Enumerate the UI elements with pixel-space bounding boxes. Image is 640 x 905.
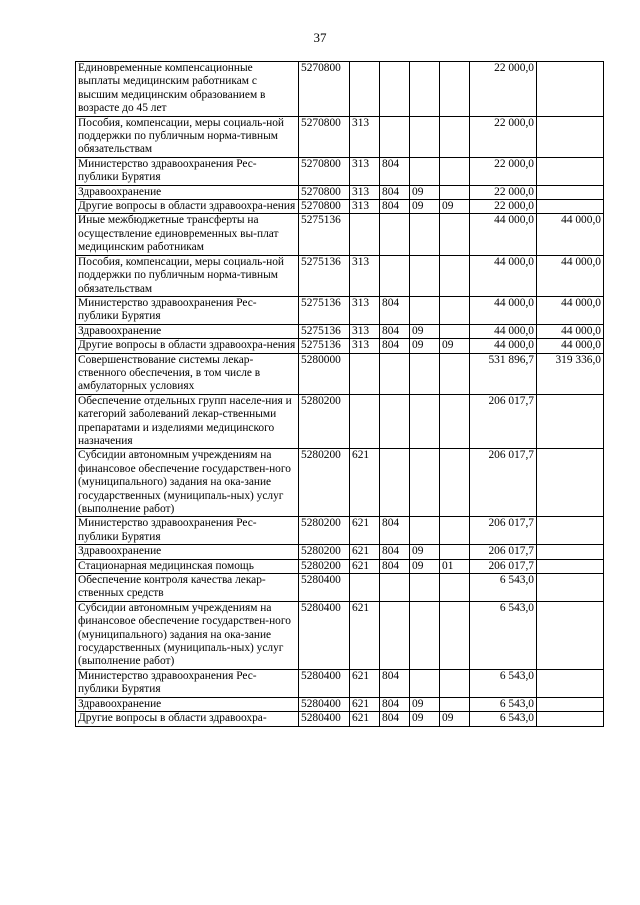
ministry-code-cell (380, 353, 410, 394)
federal-amount-cell: 44 000,0 (537, 324, 604, 338)
table-row (76, 712, 604, 726)
federal-amount-cell (537, 394, 604, 449)
amount-cell: 22 000,0 (470, 157, 537, 185)
ministry-code-cell: 804 (380, 697, 410, 711)
table-row (76, 255, 604, 296)
federal-amount-cell (537, 601, 604, 669)
expense-type-cell: 313 (350, 116, 380, 157)
row-name-cell: Здравоохранение (76, 324, 299, 338)
federal-amount-cell (537, 517, 604, 545)
table-row (76, 601, 604, 669)
ministry-code-cell: 804 (380, 324, 410, 338)
target-code-cell: 5280200 (299, 545, 350, 559)
amount-cell: 6 543,0 (470, 669, 537, 697)
table-row (76, 116, 604, 157)
table-row (76, 559, 604, 573)
ministry-code-cell: 804 (380, 545, 410, 559)
federal-amount-cell (537, 116, 604, 157)
ministry-code-cell: 804 (380, 669, 410, 697)
subsection-cell (440, 296, 470, 324)
section-cell: 09 (410, 200, 440, 214)
row-name-cell: Другие вопросы в области здравоохра-нения (76, 339, 299, 353)
amount-cell: 206 017,7 (470, 559, 537, 573)
target-code-cell: 5270800 (299, 185, 350, 199)
row-name-cell: Министерство здравоохранения Рес-публики Бурятия (76, 669, 299, 697)
expense-type-cell (350, 394, 380, 449)
subsection-cell (440, 255, 470, 296)
section-cell (410, 517, 440, 545)
table-row (76, 339, 604, 353)
amount-cell: 6 543,0 (470, 574, 537, 602)
federal-amount-cell: 44 000,0 (537, 339, 604, 353)
federal-amount-cell (537, 712, 604, 726)
section-cell (410, 601, 440, 669)
ministry-code-cell (380, 601, 410, 669)
amount-cell: 22 000,0 (470, 200, 537, 214)
amount-cell: 206 017,7 (470, 545, 537, 559)
subsection-cell (440, 517, 470, 545)
federal-amount-cell (537, 559, 604, 573)
target-code-cell: 5275136 (299, 214, 350, 255)
table-row (76, 669, 604, 697)
federal-amount-cell: 44 000,0 (537, 296, 604, 324)
amount-cell: 6 543,0 (470, 601, 537, 669)
subsection-cell (440, 214, 470, 255)
target-code-cell: 5280200 (299, 517, 350, 545)
target-code-cell: 5280400 (299, 712, 350, 726)
row-name-cell: Пособия, компенсации, меры социаль-ной поддержки по публичным норма-тивным обязательствам (76, 255, 299, 296)
row-name-cell: Другие вопросы в области здравоохра-нения (76, 200, 299, 214)
federal-amount-cell (537, 545, 604, 559)
row-name-cell: Министерство здравоохранения Рес-публики Бурятия (76, 296, 299, 324)
ministry-code-cell (380, 255, 410, 296)
row-name-cell: Министерство здравоохранения Рес-публики Бурятия (76, 517, 299, 545)
expense-type-cell: 621 (350, 601, 380, 669)
amount-cell: 206 017,7 (470, 449, 537, 517)
ministry-code-cell: 804 (380, 559, 410, 573)
target-code-cell: 5280400 (299, 574, 350, 602)
federal-amount-cell: 319 336,0 (537, 353, 604, 394)
ministry-code-cell (380, 214, 410, 255)
table-row (76, 449, 604, 517)
row-name-cell: Стационарная медицинская помощь (76, 559, 299, 573)
section-cell (410, 116, 440, 157)
section-cell: 09 (410, 339, 440, 353)
amount-cell: 22 000,0 (470, 185, 537, 199)
section-cell (410, 574, 440, 602)
subsection-cell (440, 157, 470, 185)
subsection-cell (440, 394, 470, 449)
table-row (76, 394, 604, 449)
table-row (76, 296, 604, 324)
row-name-cell: Другие вопросы в области здравоохра- (76, 712, 299, 726)
ministry-code-cell: 804 (380, 185, 410, 199)
amount-cell: 44 000,0 (470, 339, 537, 353)
target-code-cell: 5280200 (299, 559, 350, 573)
federal-amount-cell (537, 669, 604, 697)
subsection-cell (440, 545, 470, 559)
amount-cell: 44 000,0 (470, 324, 537, 338)
amount-cell: 44 000,0 (470, 255, 537, 296)
amount-cell: 6 543,0 (470, 697, 537, 711)
federal-amount-cell (537, 200, 604, 214)
target-code-cell: 5280400 (299, 697, 350, 711)
expense-type-cell (350, 353, 380, 394)
target-code-cell: 5270800 (299, 157, 350, 185)
ministry-code-cell (380, 62, 410, 117)
expense-type-cell: 313 (350, 200, 380, 214)
amount-cell: 22 000,0 (470, 116, 537, 157)
ministry-code-cell (380, 116, 410, 157)
table-row (76, 545, 604, 559)
ministry-code-cell (380, 394, 410, 449)
row-name-cell: Министерство здравоохранения Рес-публики Бурятия (76, 157, 299, 185)
expense-type-cell: 621 (350, 517, 380, 545)
target-code-cell: 5280200 (299, 449, 350, 517)
amount-cell: 22 000,0 (470, 62, 537, 117)
expense-type-cell: 621 (350, 697, 380, 711)
amount-cell: 531 896,7 (470, 353, 537, 394)
section-cell: 09 (410, 697, 440, 711)
expense-type-cell: 621 (350, 712, 380, 726)
table-row (76, 697, 604, 711)
federal-amount-cell (537, 697, 604, 711)
section-cell (410, 296, 440, 324)
table-row (76, 214, 604, 255)
expense-type-cell: 621 (350, 669, 380, 697)
row-name-cell: Обеспечение отдельных групп населе-ния и категорий заболеваний лекар-ственными препаратами и изделиями медицинского назначения (76, 394, 299, 449)
target-code-cell: 5270800 (299, 62, 350, 117)
table-row (76, 517, 604, 545)
section-cell (410, 214, 440, 255)
expense-type-cell: 313 (350, 157, 380, 185)
subsection-cell (440, 185, 470, 199)
federal-amount-cell (537, 62, 604, 117)
section-cell: 09 (410, 712, 440, 726)
expense-type-cell: 313 (350, 255, 380, 296)
target-code-cell: 5280400 (299, 669, 350, 697)
row-name-cell: Иные межбюджетные трансферты на осуществление единовременных вы-плат медицинским работникам (76, 214, 299, 255)
section-cell: 09 (410, 545, 440, 559)
subsection-cell: 01 (440, 559, 470, 573)
table-row (76, 353, 604, 394)
row-name-cell: Здравоохранение (76, 697, 299, 711)
row-name-cell: Единовременные компенсационные выплаты медицинским работникам с высшим медицинским образованием в возрасте до 45 лет (76, 62, 299, 117)
section-cell (410, 449, 440, 517)
ministry-code-cell (380, 449, 410, 517)
subsection-cell (440, 353, 470, 394)
ministry-code-cell: 804 (380, 157, 410, 185)
ministry-code-cell: 804 (380, 296, 410, 324)
budget-table-body (76, 62, 604, 727)
section-cell (410, 353, 440, 394)
row-name-cell: Здравоохранение (76, 185, 299, 199)
amount-cell: 44 000,0 (470, 214, 537, 255)
ministry-code-cell: 804 (380, 200, 410, 214)
section-cell (410, 157, 440, 185)
amount-cell: 206 017,7 (470, 517, 537, 545)
expense-type-cell: 621 (350, 545, 380, 559)
subsection-cell (440, 324, 470, 338)
subsection-cell (440, 116, 470, 157)
federal-amount-cell (537, 449, 604, 517)
target-code-cell: 5280000 (299, 353, 350, 394)
subsection-cell (440, 449, 470, 517)
section-cell (410, 394, 440, 449)
expense-type-cell (350, 62, 380, 117)
row-name-cell: Субсидии автономным учреждениям на финансовое обеспечение государствен-ного (муниципального) задания на ока-зание государственных (муниципаль-ных) услуг (выполнение работ) (76, 449, 299, 517)
federal-amount-cell (537, 574, 604, 602)
expense-type-cell: 621 (350, 449, 380, 517)
federal-amount-cell: 44 000,0 (537, 255, 604, 296)
table-row (76, 574, 604, 602)
ministry-code-cell (380, 574, 410, 602)
table-row (76, 200, 604, 214)
table-row (76, 62, 604, 117)
row-name-cell: Здравоохранение (76, 545, 299, 559)
ministry-code-cell: 804 (380, 517, 410, 545)
target-code-cell: 5270800 (299, 116, 350, 157)
federal-amount-cell (537, 185, 604, 199)
target-code-cell: 5280200 (299, 394, 350, 449)
amount-cell: 44 000,0 (470, 296, 537, 324)
page-number: 37 (313, 30, 327, 45)
subsection-cell (440, 574, 470, 602)
table-row (76, 185, 604, 199)
subsection-cell (440, 697, 470, 711)
federal-amount-cell: 44 000,0 (537, 214, 604, 255)
subsection-cell (440, 669, 470, 697)
ministry-code-cell: 804 (380, 712, 410, 726)
amount-cell: 6 543,0 (470, 712, 537, 726)
ministry-code-cell: 804 (380, 339, 410, 353)
section-cell (410, 669, 440, 697)
section-cell: 09 (410, 559, 440, 573)
target-code-cell: 5275136 (299, 339, 350, 353)
table-row (76, 157, 604, 185)
section-cell (410, 62, 440, 117)
row-name-cell: Пособия, компенсации, меры социаль-ной поддержки по публичным норма-тивным обязательствам (76, 116, 299, 157)
target-code-cell: 5270800 (299, 200, 350, 214)
amount-cell: 206 017,7 (470, 394, 537, 449)
subsection-cell (440, 62, 470, 117)
expense-type-cell (350, 574, 380, 602)
subsection-cell (440, 601, 470, 669)
section-cell (410, 255, 440, 296)
target-code-cell: 5280400 (299, 601, 350, 669)
expense-type-cell: 313 (350, 339, 380, 353)
target-code-cell: 5275136 (299, 324, 350, 338)
budget-table (75, 61, 604, 727)
expense-type-cell (350, 214, 380, 255)
row-name-cell: Обеспечение контроля качества лекар-ственных средств (76, 574, 299, 602)
subsection-cell: 09 (440, 200, 470, 214)
section-cell: 09 (410, 324, 440, 338)
subsection-cell: 09 (440, 339, 470, 353)
expense-type-cell: 313 (350, 324, 380, 338)
table-row (76, 324, 604, 338)
target-code-cell: 5275136 (299, 296, 350, 324)
expense-type-cell: 313 (350, 296, 380, 324)
subsection-cell: 09 (440, 712, 470, 726)
target-code-cell: 5275136 (299, 255, 350, 296)
row-name-cell: Субсидии автономным учреждениям на финансовое обеспечение государствен-ного (муниципального) задания на ока-зание государственных (муниципаль-ных) услуг (выполнение работ) (76, 601, 299, 669)
section-cell: 09 (410, 185, 440, 199)
federal-amount-cell (537, 157, 604, 185)
row-name-cell: Совершенствование системы лекар-ственного обеспечения, в том числе в амбулаторных условиях (76, 353, 299, 394)
expense-type-cell: 313 (350, 185, 380, 199)
expense-type-cell: 621 (350, 559, 380, 573)
